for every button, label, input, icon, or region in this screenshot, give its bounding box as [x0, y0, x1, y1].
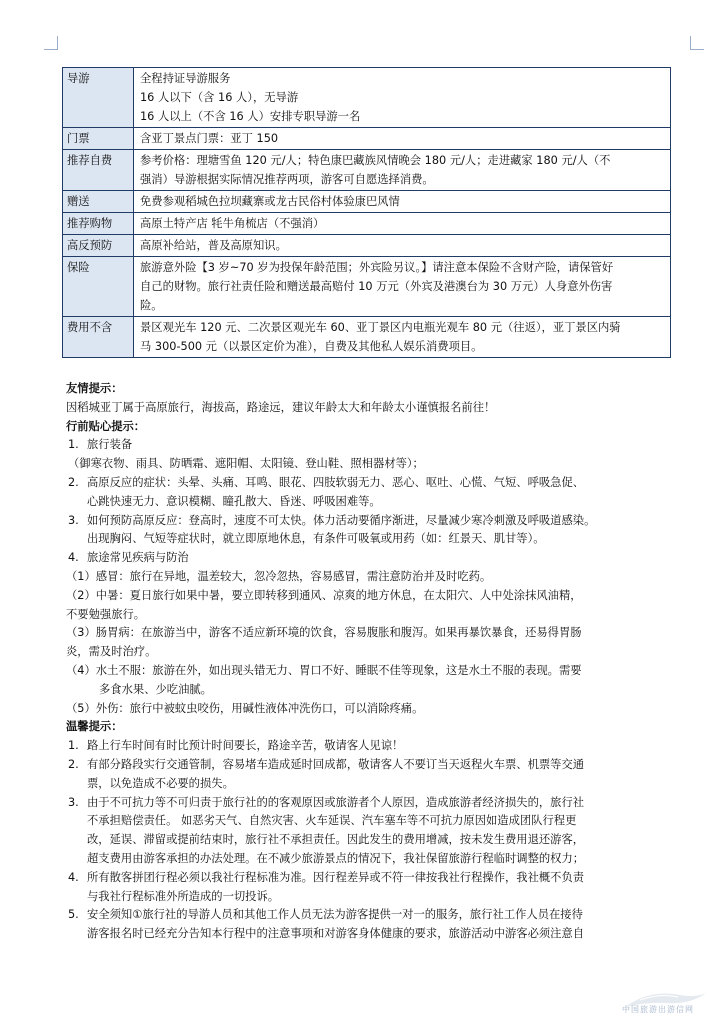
list-item-text — [87, 512, 666, 550]
table-value-line: 16 人以上（不含 16 人）安排专职导游一名 — [140, 110, 361, 123]
table-row-value — [134, 128, 671, 150]
list-item-number: 3. — [68, 795, 79, 809]
friendly-tips-heading: 友情提示： — [66, 382, 123, 395]
list-item-line: （御寒衣物、雨具、防晒霜、遮阳帽、太阳镜、登山鞋、照相器材等）； — [68, 457, 424, 471]
table-row — [63, 150, 671, 191]
watermark-text: 中国旅游出游信网 — [622, 1005, 694, 1014]
table-row — [63, 68, 671, 128]
list-item — [66, 455, 666, 474]
list-item-text — [87, 474, 666, 512]
tips-section — [66, 380, 666, 944]
table-row-label: 门票 — [63, 128, 134, 150]
list-item-number: 4. — [68, 551, 79, 565]
list-item — [66, 906, 666, 944]
table-row — [63, 128, 671, 150]
table-row-label: 赠送 — [63, 191, 134, 213]
disease-item-line: 多食水果、少吃油腻。 — [99, 682, 212, 696]
list-item-line: 心跳快速无力、意识模糊、瞳孔散大、昏迷、呼吸困难等。 — [87, 494, 381, 508]
list-item — [66, 794, 666, 869]
list-item-line: 高原反应的症状：头晕、头痛、耳鸣、眼花、四肢软弱无力、恶心、呕吐、心慌、气短、呼吸急促、 — [87, 475, 585, 489]
table-row — [63, 213, 671, 235]
list-item-line: 有部分路段实行交通管制，容易堵车造成延时回成都，敬请客人不要订当天返程火车票、机票等交通 — [87, 757, 585, 771]
list-item — [66, 869, 666, 907]
disease-item-line: （5）外伤：旅行中被蚊虫咬伤，用碱性液体冲洗伤口，可以消除疼痛。 — [66, 701, 424, 715]
table-value-line: 16 人以下（含 16 人），无导游 — [140, 91, 299, 104]
list-item-line: 旅行装备 — [87, 438, 133, 452]
list-item-text — [87, 756, 666, 794]
list-item-line: 旅途常见疾病与防治 — [87, 551, 189, 565]
table-row-value — [134, 191, 671, 213]
table-row-label: 费用不含 — [63, 317, 134, 358]
itinerary-info-table — [62, 67, 671, 358]
disease-item — [66, 624, 666, 662]
disease-item — [66, 700, 666, 719]
list-item-line: 游客报名时已经充分告知本行程中的注意事项和对游客身体健康的要求，旅游活动中游客必须注意自 — [87, 927, 585, 941]
list-item-line: 所有散客拼团行程必须以我社行程标准为准。因行程差异或不符一律按我社行程操作，我社概不负责 — [87, 870, 585, 884]
list-item-number: 2. — [68, 475, 79, 489]
table-row-value — [134, 257, 671, 317]
list-item-line: 路上行车时间有时比预计时间要长，路途辛苦，敬请客人见谅！ — [87, 739, 404, 753]
disease-item-line: 炎，需及时治疗。 — [66, 645, 157, 659]
list-item-line: 改，延误、滞留或提前结束时，旅行社不承担责任。因此发生的费用增减，按未发生费用退还游客， — [87, 833, 585, 847]
list-item-number: 1. — [68, 739, 79, 753]
list-item-text — [87, 869, 666, 907]
list-item-line: 不承担赔偿责任。 如恶劣天气、自然灾害、火车延误、汽车塞车等不可抗力原因如造成团队行程更 — [87, 814, 577, 828]
list-item-line: 如何预防高原反应：登高时，速度不可太快。体力活动要循序渐进，尽量减少寒冷刺激及呼吸道感染。 — [87, 513, 596, 527]
list-item-line: 出现胸闷、气短等症状时，就立即原地休息，有条件可吸氧或用药（如：红景天、肌甘等）。 — [87, 532, 545, 546]
list-item-number: 5. — [68, 908, 79, 922]
list-item — [66, 549, 666, 568]
disease-item-line: 不要勉强旅行。 — [66, 607, 146, 621]
pre-trip-heading: 行前贴心提示： — [66, 419, 146, 433]
list-item-text — [87, 794, 666, 869]
disease-item — [66, 568, 666, 587]
warm-tips-heading: 温馨提示： — [66, 720, 123, 734]
table-row-value — [134, 213, 671, 235]
table-value-line: 高原补给站，普及高原知识。 — [140, 239, 287, 252]
table-value-line: 全程持证导游服务 — [140, 72, 231, 85]
table-value-line: 参考价格：理塘雪鱼 120 元/人；特色康巴藏族风情晚会 180 元/人；走进藏家 180 元/人（不 — [140, 154, 611, 167]
list-item-line: 安全须知①旅行社的导游人员和其他工作人员无法为游客提供一对一的服务，旅行社工作人员在接待 — [87, 908, 583, 922]
table-row-label: 推荐购物 — [63, 213, 134, 235]
disease-item-line: （3）肠胃病：在旅游当中，游客不适应新环境的饮食，容易腹胀和腹泻。如果再暴饮暴食，还易得胃肠 — [66, 626, 582, 640]
table-value-line: 免费参观稻城色拉坝藏寨或龙古民俗村体验康巴风情 — [140, 195, 400, 208]
table-row — [63, 257, 671, 317]
table-row-value — [134, 68, 671, 128]
warm-tips-list — [66, 737, 666, 944]
list-item-text — [87, 436, 666, 455]
table-value-line: 马 300-500 元（以景区定价为准），自费及其他私人娱乐消费项目。 — [140, 340, 483, 353]
table-value-line: 含亚丁景点门票：亚丁 150 — [140, 132, 279, 145]
table-value-line: 险。 — [140, 299, 163, 312]
list-item — [66, 737, 666, 756]
table-row-label: 导游 — [63, 68, 134, 128]
list-item-number: 1. — [68, 438, 79, 452]
table-row — [63, 191, 671, 213]
disease-item-line: （2）中暑：夏日旅行如果中暑，要立即转移到通风、凉爽的地方休息，在太阳穴、人中处涂抹风油精， — [66, 588, 582, 602]
list-item — [66, 474, 666, 512]
list-item-line: 票，以免造成不必要的损失。 — [87, 776, 234, 790]
list-item-number: 2. — [68, 757, 79, 771]
list-item — [66, 436, 666, 455]
list-item-number: 4. — [68, 870, 79, 884]
friendly-tips-text: 因稻城亚丁属于高原旅行，海拔高，路途远，建议年龄太大和年龄太小谨慎报名前往！ — [66, 400, 496, 414]
table-row-label: 高反预防 — [63, 235, 134, 257]
disease-item — [66, 662, 666, 700]
list-item-text — [68, 455, 666, 474]
table-row — [63, 235, 671, 257]
table-value-line: 强消）导游根据实际情况推荐两项，游客可自愿选择消费。 — [140, 173, 434, 186]
table-row-label: 推荐自费 — [63, 150, 134, 191]
list-item-number: 3. — [68, 513, 79, 527]
list-item-line: 由于不可抗力等不可归责于旅行社的的客观原因或旅游者个人原因，造成旅游者经济损失的，旅行社 — [87, 795, 585, 809]
table-row — [63, 317, 671, 358]
table-row-value — [134, 317, 671, 358]
list-item-line: 超支费用由游客承担的办法处理。在不减少旅游景点的情况下，我社保留旅游行程临时调整的权力； — [87, 851, 585, 865]
list-item — [66, 512, 666, 550]
disease-item-line: （4）水土不服：旅游在外，如出现头错无力、胃口不好、睡眠不佳等现象，这是水土不服的表现。需要 — [66, 663, 582, 677]
disease-item — [66, 587, 666, 625]
table-value-line: 自己的财物。旅行社责任险和赠送最高赔付 10 万元（外宾及港澳台为 30 万元）人身意外伤害 — [140, 280, 613, 293]
table-value-line: 旅游意外险【3 岁~70 岁为投保年龄范围；外宾险另议。】请注意本保险不含财产险，请保管好 — [140, 261, 614, 274]
list-item-text — [87, 737, 666, 756]
list-item — [66, 756, 666, 794]
pre-trip-list — [66, 436, 666, 568]
disease-item-line: （1）感冒：旅行在异地，温差较大，忽冷忽热，容易感冒，需注意防治并及时吃药。 — [66, 569, 492, 583]
list-item-text — [87, 906, 666, 944]
list-item-line: 与我社行程标准外所造成的一切投诉。 — [87, 889, 280, 903]
table-value-line: 景区观光车 120 元、二次景区观光车 60、亚丁景区内电瓶光观车 80 元（往返），亚丁景区内骑 — [140, 321, 621, 334]
corner-mark-top-right — [690, 36, 704, 50]
corner-mark-top-left — [44, 36, 58, 50]
table-value-line: 高原土特产店 牦牛角梳店（不强消） — [140, 217, 325, 230]
list-item-text — [87, 549, 666, 568]
table-row-value — [134, 150, 671, 191]
table-row-value — [134, 235, 671, 257]
table-row-label: 保险 — [63, 257, 134, 317]
disease-prevention-list — [66, 568, 666, 718]
